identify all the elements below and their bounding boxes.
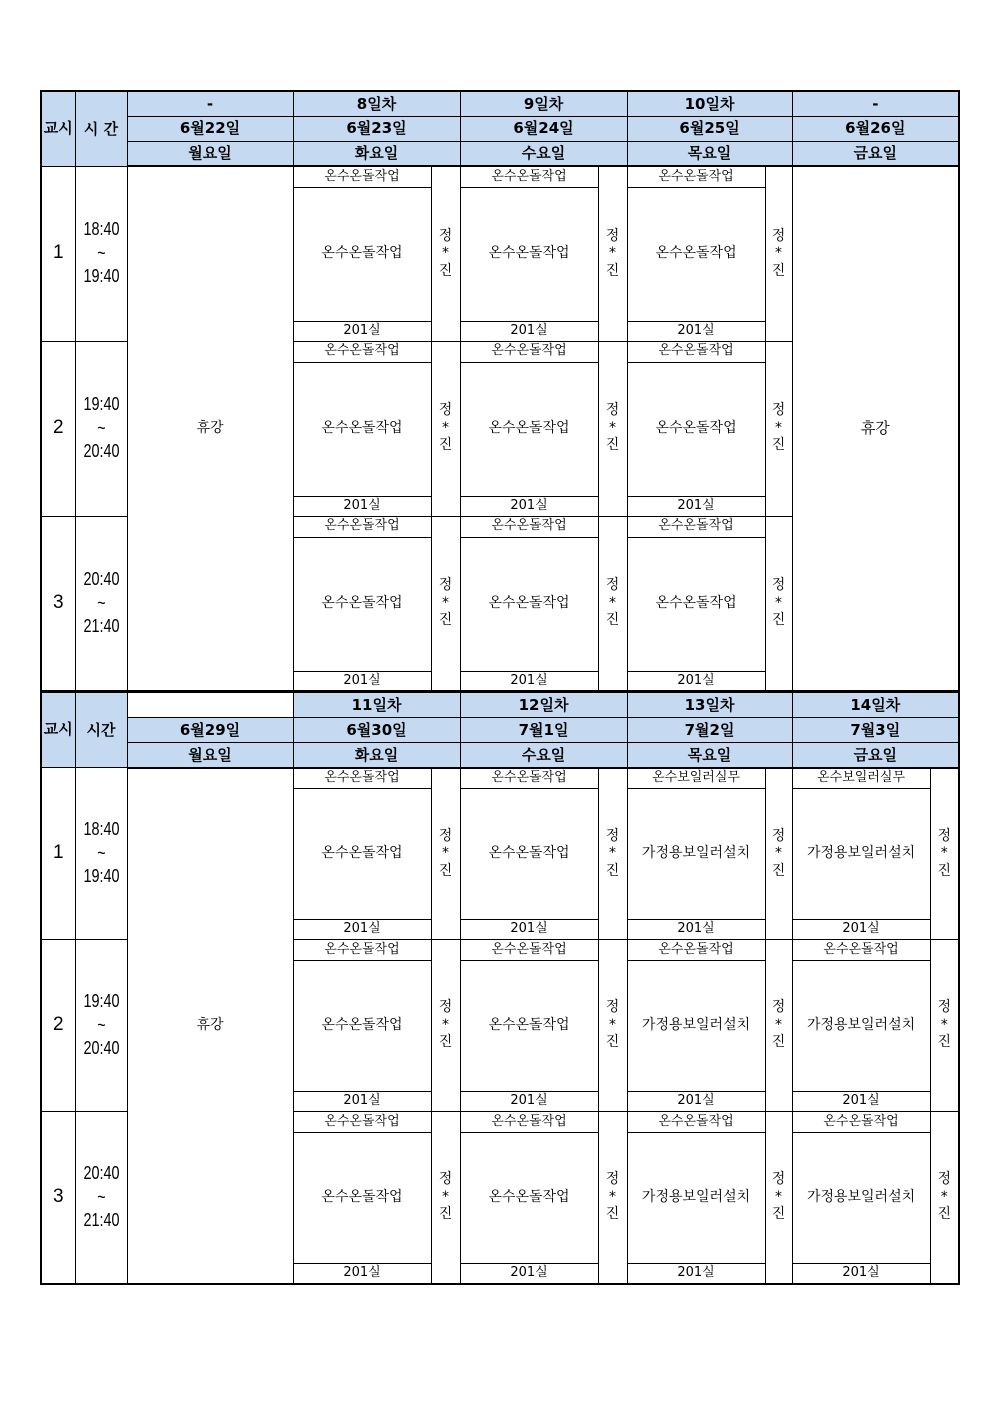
day-number: 11일차 [293,693,460,718]
room-label: 201실 [792,1092,930,1112]
instructor-cell [431,516,460,691]
instructor-char: * [442,1016,449,1033]
course-title: 온수온돌작업 [627,537,765,671]
weekday-label: 수요일 [460,141,627,166]
room-label: 201실 [627,321,765,341]
course-subtitle: 온수보일러실무 [792,768,930,789]
timetable-week-2 [40,692,960,1285]
period-number: 2 [41,341,75,516]
course-subtitle: 온수온돌작업 [293,768,431,789]
period-time [75,341,127,516]
weekday-label: 금요일 [792,141,959,166]
instructor-cell [765,940,792,1112]
course-title: 온수온돌작업 [293,187,431,321]
room-label: 201실 [792,920,930,940]
course-title: 온수온돌작업 [460,537,598,671]
instructor-char: * [609,1016,617,1033]
instructor-char: 진 [771,862,786,879]
instructor-char: 정 [438,402,453,419]
course-subtitle: 온수온돌작업 [293,1112,431,1133]
instructor-char: 정 [605,227,620,244]
instructor-char: * [609,419,617,436]
date-label: 6월25일 [627,116,792,141]
course-title: 가정용보일러설치 [792,789,930,920]
instructor-char: 정 [771,577,786,593]
instructor-char: 진 [605,862,620,879]
instructor-cell [930,940,959,1112]
period-time-end: 20:40 [82,1038,120,1059]
date-label: 6월23일 [293,116,460,141]
instructor-char: 정 [605,1171,620,1187]
instructor-char: * [609,245,617,261]
instructor-cell [765,768,792,940]
room-label: 201실 [293,1264,431,1284]
room-label: 201실 [627,671,765,691]
day-number-empty [127,693,293,718]
period-time [75,768,127,940]
room-label: 201실 [627,920,765,940]
course-subtitle: 온수온돌작업 [627,166,765,187]
period-time-sep: ~ [96,592,106,613]
period-number: 1 [41,768,75,940]
date-label: 7월1일 [460,718,627,743]
instructor-cell [431,768,460,940]
instructor-char: 진 [438,1206,453,1222]
course-subtitle: 온수온돌작업 [627,516,765,537]
instructor-char: 진 [605,1206,620,1222]
timetable-container [40,90,958,1285]
course-title: 온수온돌작업 [627,187,765,321]
period-time-sep: ~ [96,1014,106,1035]
course-subtitle: 온수온돌작업 [460,940,598,961]
date-label: 6월30일 [293,718,460,743]
course-title: 가정용보일러설치 [792,1133,930,1264]
period-time-start: 20:40 [82,569,120,590]
instructor-char: * [442,245,449,261]
course-subtitle: 온수보일러실무 [627,768,765,789]
instructor-char: 진 [937,862,952,879]
course-subtitle: 온수온돌작업 [293,940,431,961]
course-title: 온수온돌작업 [460,961,598,1092]
instructor-char: * [775,245,783,261]
instructor-char: 진 [937,1034,952,1051]
instructor-char: * [442,1188,449,1205]
day-number: 14일차 [792,693,959,718]
period-time-start: 19:40 [82,991,120,1012]
period-header: 교시 [41,91,75,166]
instructor-char: * [609,1188,617,1205]
course-title: 온수온돌작업 [460,362,598,496]
instructor-char: 정 [605,999,620,1016]
instructor-cell [431,1112,460,1284]
instructor-cell [598,1112,627,1284]
course-subtitle: 온수온돌작업 [627,1112,765,1133]
instructor-char: 진 [438,437,453,454]
instructor-cell [765,516,792,691]
period-time-sep: ~ [96,242,106,263]
room-label: 201실 [293,671,431,691]
instructor-char: * [775,1188,783,1205]
monday-rest-cell: 휴강 [127,768,293,1284]
room-label: 201실 [293,1092,431,1112]
room-label: 201실 [460,321,598,341]
instructor-char: 정 [771,402,786,419]
course-subtitle: 온수온돌작업 [627,341,765,362]
instructor-char: * [442,845,449,861]
period-time [75,1112,127,1284]
date-label: 6월22일 [127,116,293,141]
time-header: 시간 [75,693,127,768]
course-title: 온수온돌작업 [293,1133,431,1264]
instructor-char: 정 [605,402,620,419]
period-number: 2 [41,940,75,1112]
instructor-char: 정 [937,827,952,844]
instructor-cell [598,940,627,1112]
course-subtitle: 온수온돌작업 [293,341,431,362]
day-number: 9일차 [460,91,627,116]
time-header: 시 간 [75,91,127,166]
instructor-char: 진 [771,1034,786,1051]
course-title: 가정용보일러설치 [792,961,930,1092]
instructor-char: 정 [438,999,453,1016]
weekday-label: 월요일 [127,141,293,166]
period-time-end: 21:40 [82,1209,120,1230]
room-label: 201실 [627,1264,765,1284]
weekday-label: 목요일 [627,141,792,166]
day-number: 10일차 [627,91,792,116]
room-label: 201실 [293,496,431,516]
period-time-sep: ~ [96,417,106,438]
instructor-char: 진 [771,612,786,628]
instructor-char: 정 [771,227,786,244]
instructor-char: * [775,1016,783,1033]
instructor-char: * [940,1016,948,1033]
instructor-cell [930,768,959,940]
day-number: - [792,91,959,116]
instructor-char: 진 [771,262,786,279]
instructor-char: 진 [438,262,453,279]
instructor-cell [930,1112,959,1284]
course-subtitle: 온수온돌작업 [627,940,765,961]
instructor-char: 정 [438,1171,453,1187]
instructor-cell [765,341,792,516]
course-title: 온수온돌작업 [293,789,431,920]
instructor-cell [598,516,627,691]
course-subtitle: 온수온돌작업 [460,166,598,187]
instructor-char: * [940,1188,948,1205]
instructor-char: 진 [771,437,786,454]
period-time [75,166,127,341]
instructor-cell [598,341,627,516]
instructor-char: 진 [771,1206,786,1222]
instructor-char: * [609,594,617,611]
instructor-char: 진 [438,612,453,628]
instructor-char: 진 [605,612,620,628]
period-number: 1 [41,166,75,341]
period-time-start: 18:40 [82,819,120,840]
instructor-char: 진 [937,1206,952,1222]
instructor-char: * [442,594,449,611]
room-label: 201실 [627,496,765,516]
period-time-start: 19:40 [82,394,120,415]
period-time-start: 18:40 [82,219,120,240]
instructor-cell [765,166,792,341]
period-time [75,516,127,691]
instructor-char: * [775,594,783,611]
room-label: 201실 [293,321,431,341]
date-label: 6월26일 [792,116,959,141]
instructor-char: 정 [771,1171,786,1187]
instructor-char: * [609,845,617,861]
room-label: 201실 [792,1264,930,1284]
instructor-char: * [775,845,783,861]
course-subtitle: 온수온돌작업 [293,516,431,537]
instructor-char: 정 [438,227,453,244]
course-subtitle: 온수온돌작업 [460,1112,598,1133]
instructor-cell [598,166,627,341]
instructor-char: * [775,419,783,436]
instructor-char: * [940,845,948,861]
timetable-week-1 [40,90,960,692]
room-label: 201실 [460,1264,598,1284]
course-title: 가정용보일러설치 [627,961,765,1092]
instructor-cell [598,768,627,940]
room-label: 201실 [460,496,598,516]
friday-rest-cell: 휴강 [792,166,959,691]
date-label: 7월2일 [627,718,792,743]
course-title: 온수온돌작업 [627,362,765,496]
monday-rest-cell: 휴강 [127,166,293,691]
room-label: 201실 [460,920,598,940]
room-label: 201실 [460,671,598,691]
instructor-char: 진 [438,862,453,879]
date-label: 6월24일 [460,116,627,141]
instructor-char: 진 [605,1034,620,1051]
instructor-cell [431,166,460,341]
instructor-char: 진 [438,1034,453,1051]
period-header: 교시 [41,693,75,768]
instructor-char: 정 [937,999,952,1016]
instructor-char: 정 [605,827,620,844]
course-title: 온수온돌작업 [293,362,431,496]
course-subtitle: 온수온돌작업 [792,940,930,961]
instructor-char: 정 [771,999,786,1016]
instructor-char: * [442,419,449,436]
course-title: 온수온돌작업 [460,1133,598,1264]
instructor-char: 정 [438,577,453,593]
room-label: 201실 [460,1092,598,1112]
period-time-end: 21:40 [82,615,120,636]
instructor-char: 진 [605,437,620,454]
weekday-label: 목요일 [627,743,792,768]
course-title: 온수온돌작업 [293,961,431,1092]
day-number: - [127,91,293,116]
day-number: 12일차 [460,693,627,718]
weekday-label: 월요일 [127,743,293,768]
instructor-char: 정 [771,827,786,844]
period-time-sep: ~ [96,842,106,863]
period-number: 3 [41,1112,75,1284]
period-number: 3 [41,516,75,691]
period-time-start: 20:40 [82,1163,120,1184]
day-number: 8일차 [293,91,460,116]
instructor-cell [765,1112,792,1284]
date-label: 6월29일 [127,718,293,743]
instructor-char: 진 [605,262,620,279]
day-number: 13일차 [627,693,792,718]
instructor-char: 정 [937,1171,952,1187]
course-subtitle: 온수온돌작업 [792,1112,930,1133]
course-subtitle: 온수온돌작업 [460,516,598,537]
course-title: 온수온돌작업 [460,187,598,321]
course-title: 온수온돌작업 [293,537,431,671]
period-time-end: 19:40 [82,266,120,287]
course-title: 가정용보일러설치 [627,789,765,920]
course-subtitle: 온수온돌작업 [460,768,598,789]
weekday-label: 화요일 [293,141,460,166]
period-time [75,940,127,1112]
course-subtitle: 온수온돌작업 [460,341,598,362]
instructor-char: 정 [438,827,453,844]
weekday-label: 수요일 [460,743,627,768]
instructor-cell [431,341,460,516]
period-time-end: 19:40 [82,866,120,887]
course-subtitle: 온수온돌작업 [293,166,431,187]
room-label: 201실 [627,1092,765,1112]
period-time-end: 20:40 [82,441,120,462]
room-label: 201실 [293,920,431,940]
instructor-char: 정 [605,577,620,593]
course-title: 온수온돌작업 [460,789,598,920]
course-title: 가정용보일러설치 [627,1133,765,1264]
instructor-cell [431,940,460,1112]
period-time-sep: ~ [96,1186,106,1207]
weekday-label: 금요일 [792,743,959,768]
weekday-label: 화요일 [293,743,460,768]
date-label: 7월3일 [792,718,959,743]
